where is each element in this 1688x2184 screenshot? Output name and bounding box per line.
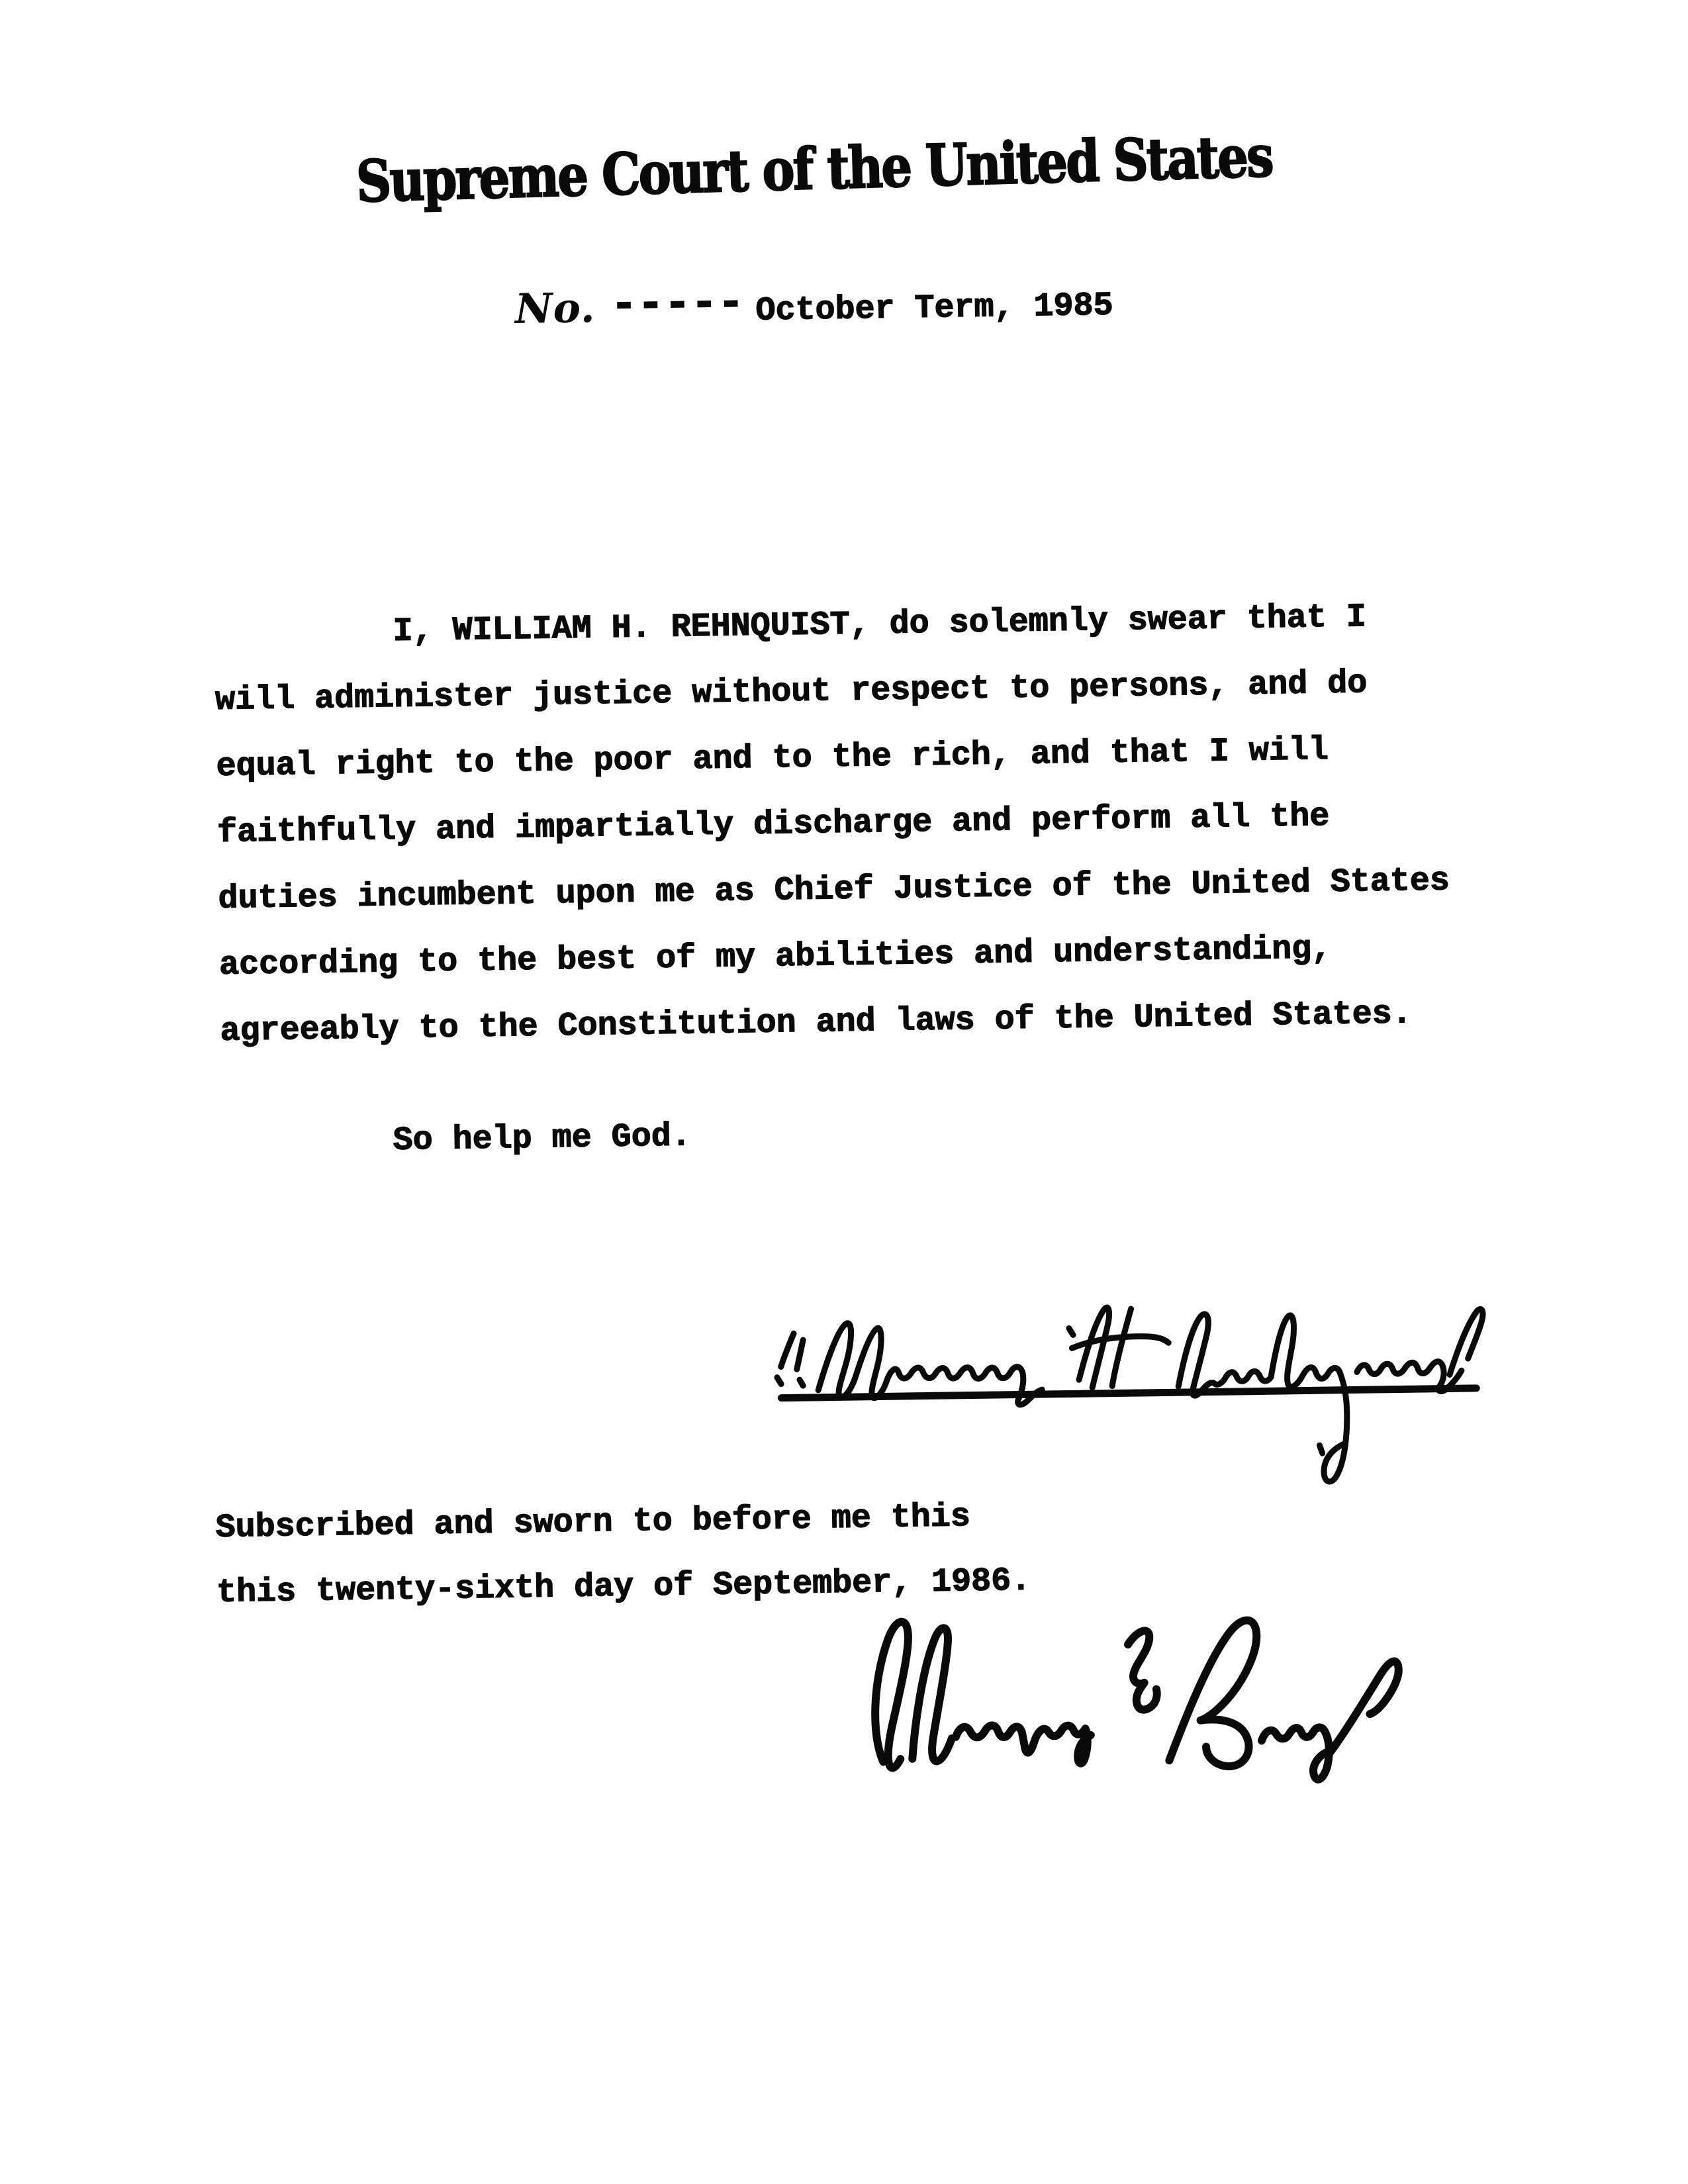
oath-line: faithfully and impartially discharge and perform all the (216, 798, 1330, 852)
attestation-line: this twenty-sixth day of September, 1986. (216, 1562, 1031, 1612)
docket-line (514, 277, 1113, 338)
burger-signature (849, 1601, 1434, 1787)
docket-number-blank: ----- (610, 279, 745, 330)
oath-line: duties incumbent upon me as Chief Justice of the United States (218, 862, 1450, 918)
oath-line: agreeably to the Constitution and laws of the United States. (220, 995, 1413, 1051)
rehnquist-signature (759, 1244, 1504, 1506)
docket-number-label: No. (514, 283, 596, 333)
court-title: Supreme Court of the United States (355, 122, 1274, 216)
docket-term: October Term, 1985 (755, 287, 1114, 330)
oath-line: equal right to the poor and to the rich, and that I will (216, 732, 1329, 786)
oath-line: according to the best of my abilities and understanding, (218, 930, 1332, 984)
oath-line: I, WILLIAM H. REHNQUIST, do solemnly swear that I (393, 598, 1367, 651)
oath-paragraph (214, 583, 1452, 1065)
oath-line: will administer justice without respect to persons, and do (214, 665, 1368, 720)
oath-closing: So help me God. (393, 1117, 692, 1160)
attestation (215, 1484, 1031, 1626)
attestation-line: Subscribed and sworn to before me this (215, 1498, 971, 1547)
